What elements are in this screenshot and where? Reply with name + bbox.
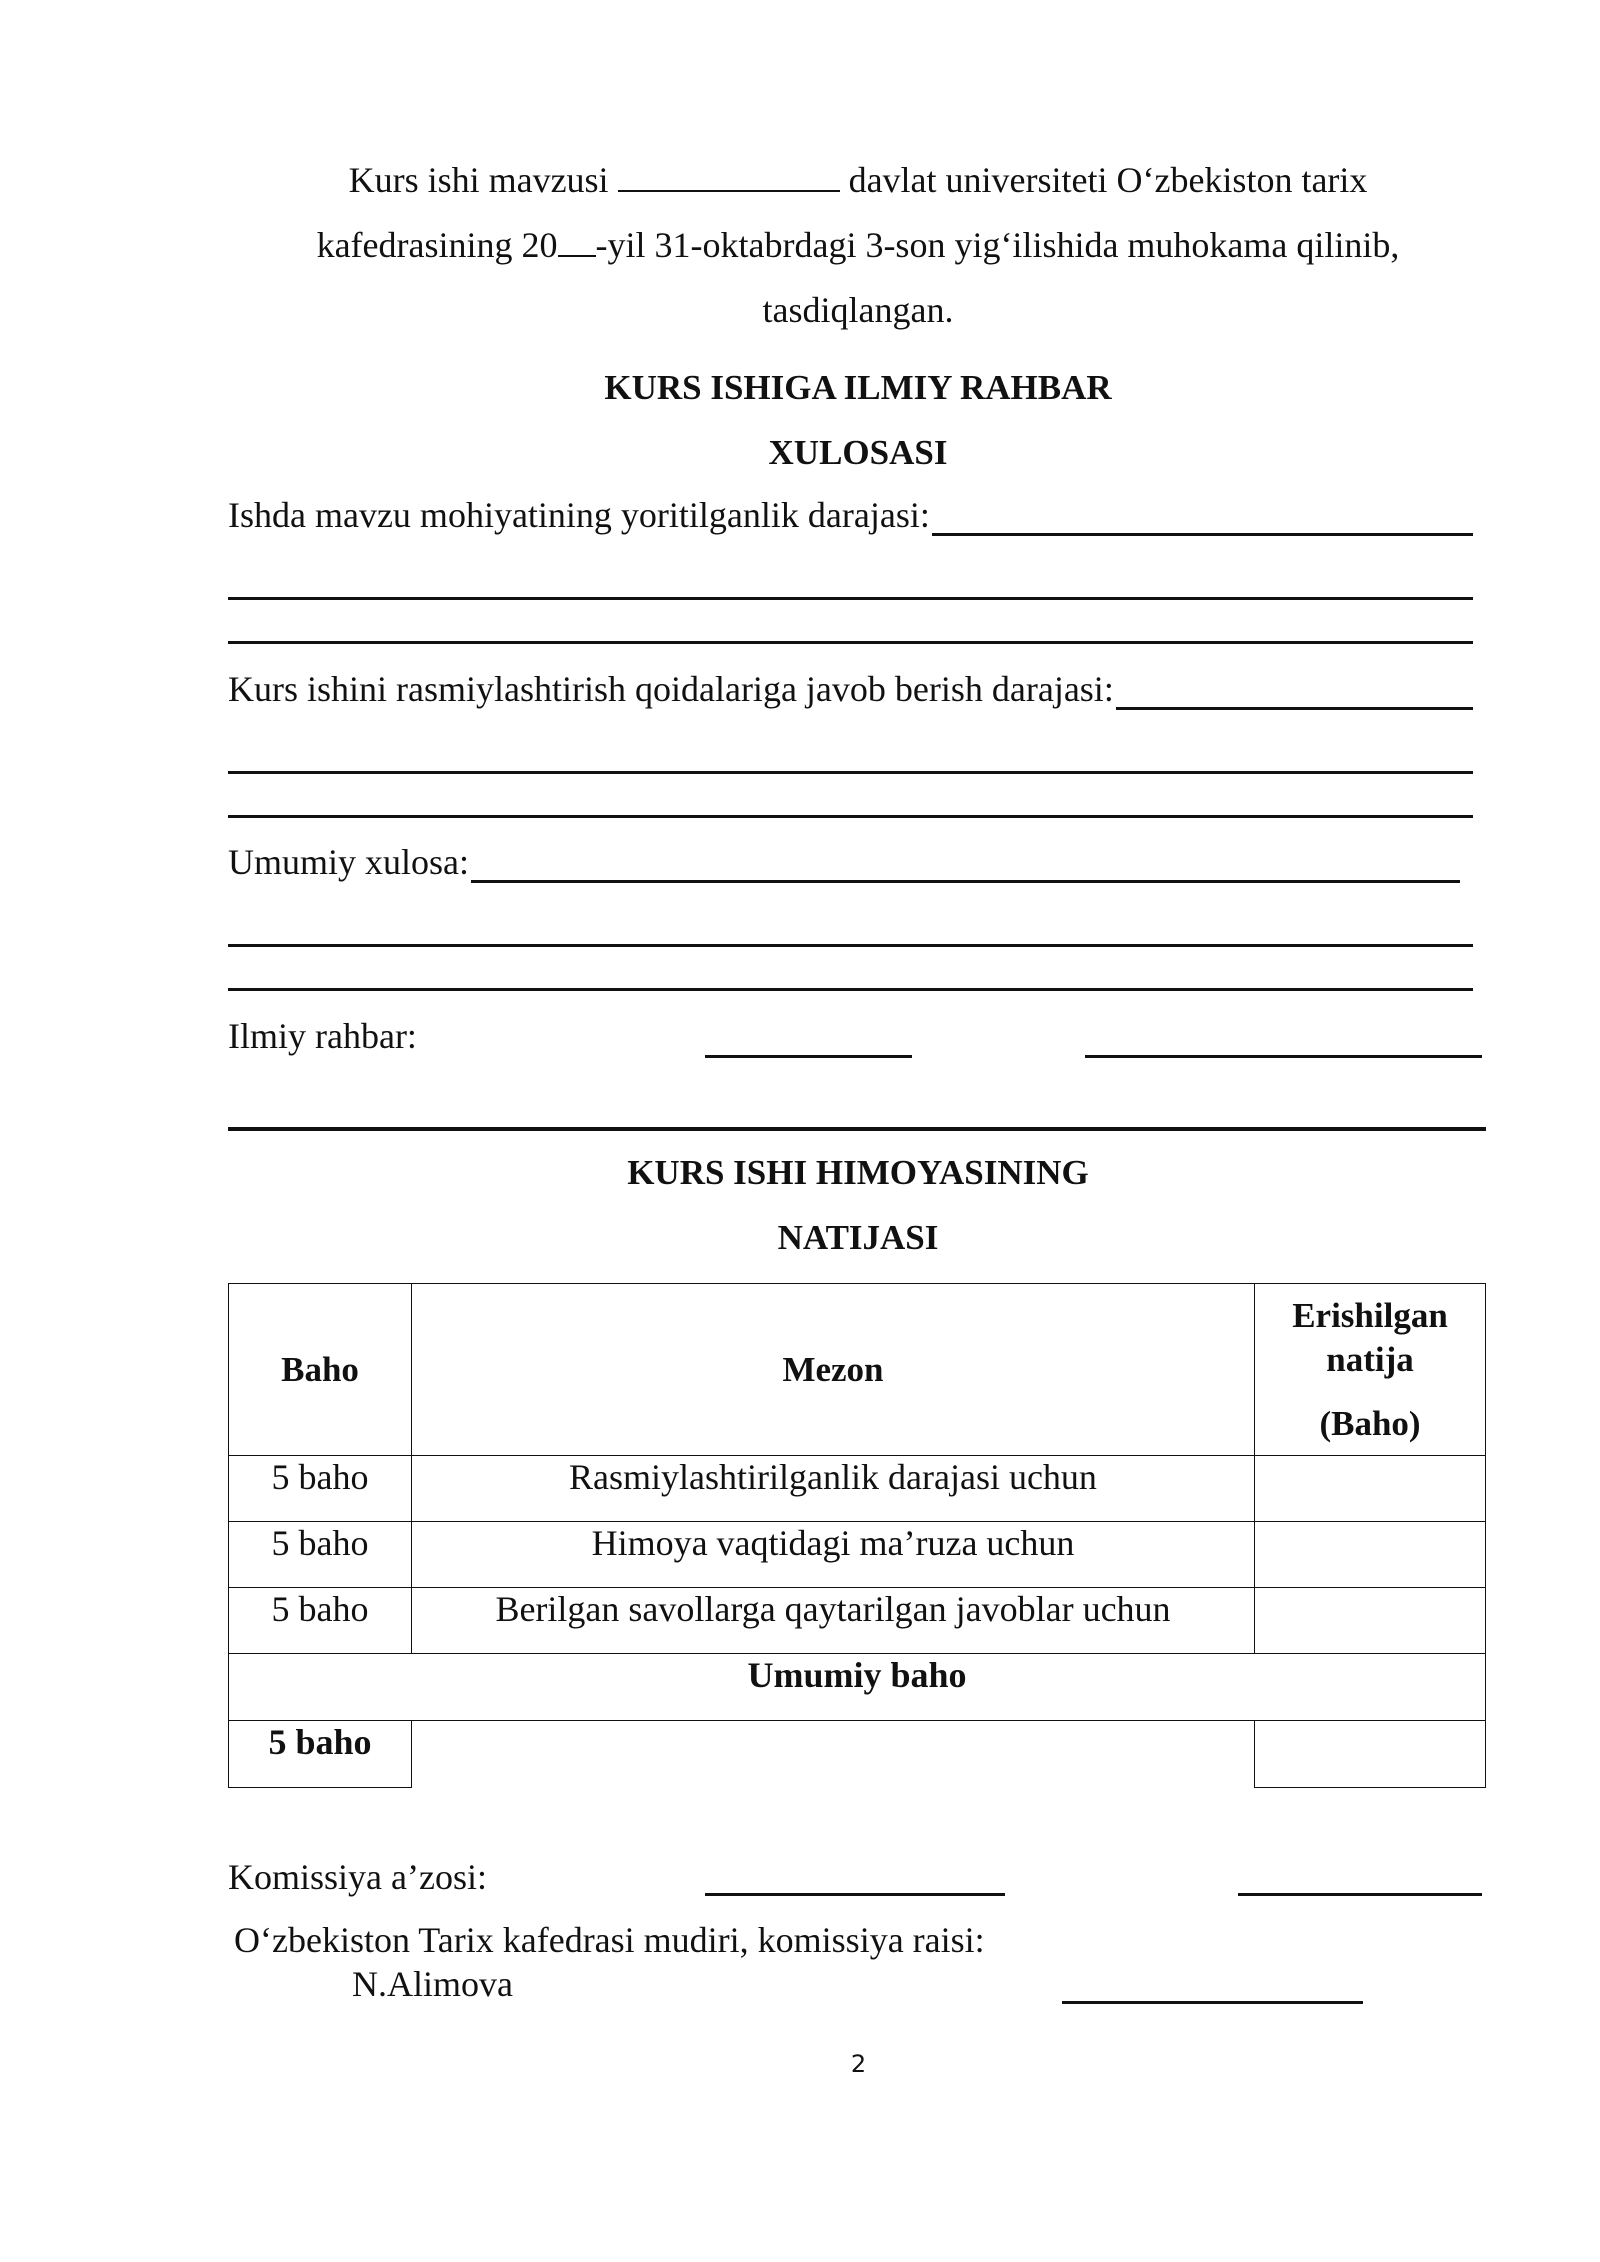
header-result — [1255, 1284, 1486, 1456]
field-general-conclusion — [228, 841, 1460, 883]
total-label-row — [229, 1654, 1486, 1721]
year-blank — [558, 229, 596, 257]
row-criterion: Himoya vaqtidagi ma’ruza uchun — [412, 1522, 1255, 1588]
total-empty-cell — [412, 1721, 1255, 1788]
intro-line-1-start: Kurs ishi mavzusi — [348, 160, 618, 200]
intro-paragraph — [228, 148, 1488, 343]
blank-line — [228, 597, 1473, 600]
field-formatting-label: Kurs ishini rasmiylashtirish qoidalariga javob berish darajasi: — [228, 669, 1114, 709]
blank-line — [228, 641, 1473, 644]
topic-blank — [618, 164, 840, 192]
conclusion-title-2: XULOSASI — [768, 433, 948, 472]
table-row — [229, 1456, 1486, 1522]
intro-line-2-end: -yil 31-oktabrdagi 3-son yig‘ilishida muhokama qilinib, — [595, 225, 1400, 265]
blank-line — [228, 771, 1473, 774]
field-topic-coverage-label: Ishda mavzu mohiyatining yoritilganlik darajasi: — [228, 495, 930, 535]
conclusion-title-1: KURS ISHIGA ILMIY RAHBAR — [604, 368, 1112, 407]
header-grade: Baho — [229, 1284, 412, 1456]
row-result — [1255, 1456, 1486, 1522]
header-criterion: Mezon — [412, 1284, 1255, 1456]
chair-label: O‘zbekiston Tarix kafedrasi mudiri, komissiya raisi: — [234, 1920, 985, 1960]
field-general-conclusion-blank — [471, 842, 1460, 883]
field-topic-coverage-blank — [932, 495, 1473, 536]
table-row — [229, 1588, 1486, 1654]
commission-name-line — [1238, 1893, 1482, 1896]
blank-line — [228, 944, 1473, 947]
header-result-line-3: (Baho) — [1319, 1403, 1421, 1443]
supervisor-label: Ilmiy rahbar: — [228, 1016, 417, 1056]
supervisor-signature-line — [705, 1055, 912, 1058]
table-header-row — [229, 1284, 1486, 1456]
commission-signature-line — [705, 1893, 1005, 1896]
row-result — [1255, 1588, 1486, 1654]
chair-name: N.Alimova — [352, 1964, 513, 2004]
header-result-line-1: Erishilgan — [1292, 1295, 1448, 1335]
total-grade-row — [229, 1721, 1486, 1788]
field-topic-coverage — [228, 494, 1473, 536]
row-result — [1255, 1522, 1486, 1588]
row-grade: 5 baho — [229, 1456, 412, 1522]
page-number: 2 — [850, 2050, 867, 2078]
field-formatting-blank — [1116, 669, 1473, 710]
header-result-line-2: natija — [1326, 1339, 1414, 1379]
section-separator — [228, 1127, 1486, 1131]
intro-line-1 — [228, 148, 1488, 213]
table-row — [229, 1522, 1486, 1588]
total-result-cell — [1255, 1721, 1486, 1788]
intro-line-1-end: davlat universiteti O‘zbekiston tarix — [839, 160, 1368, 200]
commission-member-label: Komissiya a’zosi: — [228, 1857, 487, 1897]
row-grade: 5 baho — [229, 1522, 412, 1588]
chair-signature-line — [1062, 2001, 1363, 2004]
intro-line-2-start: kafedrasining 20 — [316, 225, 558, 265]
row-criterion: Berilgan savollarga qaytarilgan javoblar uchun — [412, 1588, 1255, 1654]
supervisor-name-line — [1085, 1055, 1482, 1058]
defense-title-1: KURS ISHI HIMOYASINING — [627, 1153, 1089, 1192]
row-criterion: Rasmiylashtirilganlik darajasi uchun — [412, 1456, 1255, 1522]
intro-line-2 — [228, 213, 1488, 278]
defense-title-2: NATIJASI — [777, 1218, 939, 1257]
field-general-conclusion-label: Umumiy xulosa: — [228, 842, 469, 882]
row-grade: 5 baho — [229, 1588, 412, 1654]
total-grade: 5 baho — [229, 1721, 412, 1788]
blank-line — [228, 815, 1473, 818]
defense-results-table — [228, 1283, 1486, 1788]
field-formatting — [228, 668, 1473, 710]
total-label: Umumiy baho — [229, 1654, 1486, 1721]
intro-line-3: tasdiqlangan. — [762, 290, 954, 330]
blank-line — [228, 988, 1473, 991]
